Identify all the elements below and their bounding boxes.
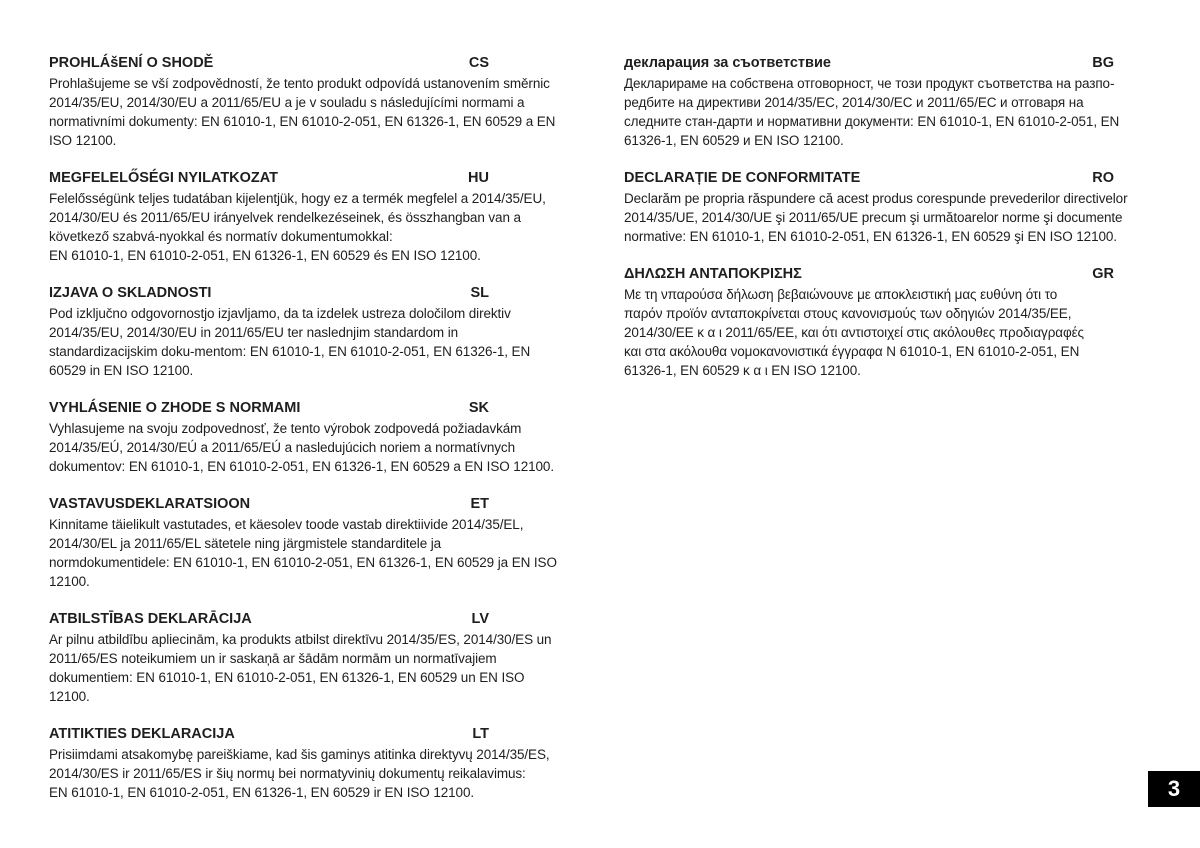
declaration-heading — [49, 725, 489, 743]
declaration-gr — [624, 265, 1164, 380]
declaration-title: VASTAVUSDEKLARATSIOON — [49, 496, 251, 512]
declaration-text: Pod izključno odgovornostjo izjavljamo, da ta izdelek ustreza določilom direktiv 2014/35/EU, 2014/30/EU in 2011/65/EU ter naslednjim standardom in standardizacijskim doku-mentom: EN 61010-1, EN 61010-2-051, EN 61326-1, EN 60529 in EN ISO 12100. — [49, 306, 531, 378]
declaration-text: Ar pilnu atbildību apliecinām, ka produkts atbilst direktīvu 2014/35/ES, 2014/30/ES un 2011/65/ES noteikumiem un ir saskaņā ar šādām normām un normatīvajiem dokumentiem: EN 61010-1, EN 61010-2-051, EN 61326-1, EN 60529 un EN ISO 12100. — [49, 632, 552, 704]
declaration-sl — [49, 284, 584, 380]
declaration-text: Declarăm pe propria răspundere că acest produs corespunde prevederilor directivelor 2014/35/UE, 2014/30/UE şi 2011/65/UE precum şi următoarelor norme şi documente normative: EN 61010-1, EN 61010-2-051, EN 61326-1, EN 60529 şi EN ISO 12100. — [624, 191, 1128, 244]
language-code: ET — [470, 496, 489, 512]
declaration-heading — [49, 169, 489, 187]
language-code: RO — [1092, 170, 1114, 186]
language-code: BG — [1092, 55, 1114, 71]
declaration-heading — [624, 54, 1114, 72]
declaration-title: VYHLÁSENIE O ZHODE S NORMAMI — [49, 400, 301, 416]
declaration-text: Prohlašujeme se vší zodpovědností, že tento produkt odpovídá ustanovením směrnic 2014/35/EU, 2014/30/EU a 2011/65/EU a je v souladu s následujícími normami a normativními dokumenty: EN 61010-1, EN 61010-2-051, EN 61326-1, EN 60529 a EN ISO 12100. — [49, 76, 556, 148]
declaration-text: Felelősségünk teljes tudatában kijelentjük, hogy ez a termék megfelel a 2014/35/EU, 2014/30/EU és 2011/65/EU irányelvek rendelkezéseinek, és összhangban van a következő szabvá-nyokkal és normatív dokumentumokkal: EN 61010-1, EN 61010-2-051, EN 61326-1, EN 60529 és EN ISO 12100. — [49, 191, 546, 263]
declaration-heading — [49, 399, 489, 417]
declaration-heading — [49, 284, 489, 302]
language-code: SK — [468, 400, 489, 416]
declaration-title: PROHLÁšENÍ O SHODĚ — [49, 55, 214, 71]
declaration-heading — [49, 495, 489, 513]
declaration-title: декларация за съответствие — [624, 55, 831, 71]
declaration-title: DECLARAȚIE DE CONFORMITATE — [624, 170, 861, 186]
declaration-bg — [624, 54, 1164, 150]
declaration-title: MEGFELELŐSÉGI NYILATKOZAT — [49, 170, 279, 186]
language-code: SL — [470, 285, 489, 301]
declaration-text: Kinnitame täielikult vastutades, et käesolev toode vastab direktiivide 2014/35/EL, 2014/30/EL ja 2011/65/EL sätetele ning järgmistele standarditele ja normdokumentidele: EN 61010-1, EN 61010-2-051, EN 61326-1, EN 60529 ja EN ISO 12100. — [49, 517, 557, 589]
declaration-text: Vyhlasujeme na svoju zodpovednosť, že tento výrobok zodpovedá požiadavkám 2014/35/EÚ, 2014/30/EÚ a 2011/65/EÚ a nasledujúcich noriem a normatívnych dokumentov: EN 61010-1, EN 61010-2-051, EN 61326-1, EN 60529 a EN ISO 12100. — [49, 421, 554, 474]
declaration-heading — [624, 169, 1114, 187]
declaration-heading — [624, 265, 1114, 283]
declaration-text: Декларираме на собствена отговорност, че този продукт съответства на разпо- редбите на директиви 2014/35/ЕС, 2014/30/ЕС и 2011/65/ЕС и отговаря на следните стан-дарти и нормативни документи: EN 61010-1, EN 61010-2-051, EN 61326-1, EN 60529 и EN ISO 12100. — [624, 76, 1120, 148]
declaration-et — [49, 495, 584, 591]
language-code: CS — [468, 55, 489, 71]
right-column — [624, 54, 1164, 399]
declaration-lt — [49, 725, 584, 802]
declaration-title: ΔΗΛΩΣΗ ΑΝΤΑΠΟΚΡΙΣΗΣ — [624, 266, 802, 282]
language-code: LV — [471, 611, 489, 627]
declaration-lv — [49, 610, 584, 706]
language-code: LT — [472, 726, 489, 742]
declaration-heading — [49, 54, 489, 72]
language-code: HU — [468, 170, 489, 186]
declaration-title: ATBILSTĪBAS DEKLARĀCIJA — [49, 611, 252, 627]
declaration-heading — [49, 610, 489, 628]
declaration-text: Με τη νπαρούσα δήλωση βεβαιώνουνε με αποκλειστική μας ευθύνη ότι το παρόν προϊόν ανταποκρίνεται στους κανονισμούς των οδηγιών 2014/35/ΕΕ, 2014/30/ΕΕ κ α ι 2011/65/ΕΕ, και ότι αντιστοιχεί στις ακόλουθες προδιαγραφές και στα ακόλουθα νομοκανονιστικά έγγραφα N 61010-1, EN 61010-2-051, EN 61326-1, EN 60529 κ α ι EN ISO 12100. — [624, 287, 1084, 378]
declaration-sk — [49, 399, 584, 476]
declaration-hu — [49, 169, 584, 265]
declaration-title: IZJAVA O SKLADNOSTI — [49, 285, 212, 301]
language-code: GR — [1092, 266, 1114, 282]
declaration-cs — [49, 54, 584, 150]
declaration-text: Prisiimdami atsakomybę pareiškiame, kad šis gaminys atitinka direktyvų 2014/35/ES, 2014/30/ES ir 2011/65/ES ir šių normų bei normatyvinių dokumentų reikalavimus: EN 61010-1, EN 61010-2-051, EN 61326-1, EN 60529 ir EN ISO 12100. — [49, 747, 550, 800]
left-column — [49, 54, 584, 821]
declaration-ro — [624, 169, 1164, 246]
declaration-title: ATITIKTIES DEKLARACIJA — [49, 726, 235, 742]
page-number-badge: 3 — [1148, 771, 1200, 807]
